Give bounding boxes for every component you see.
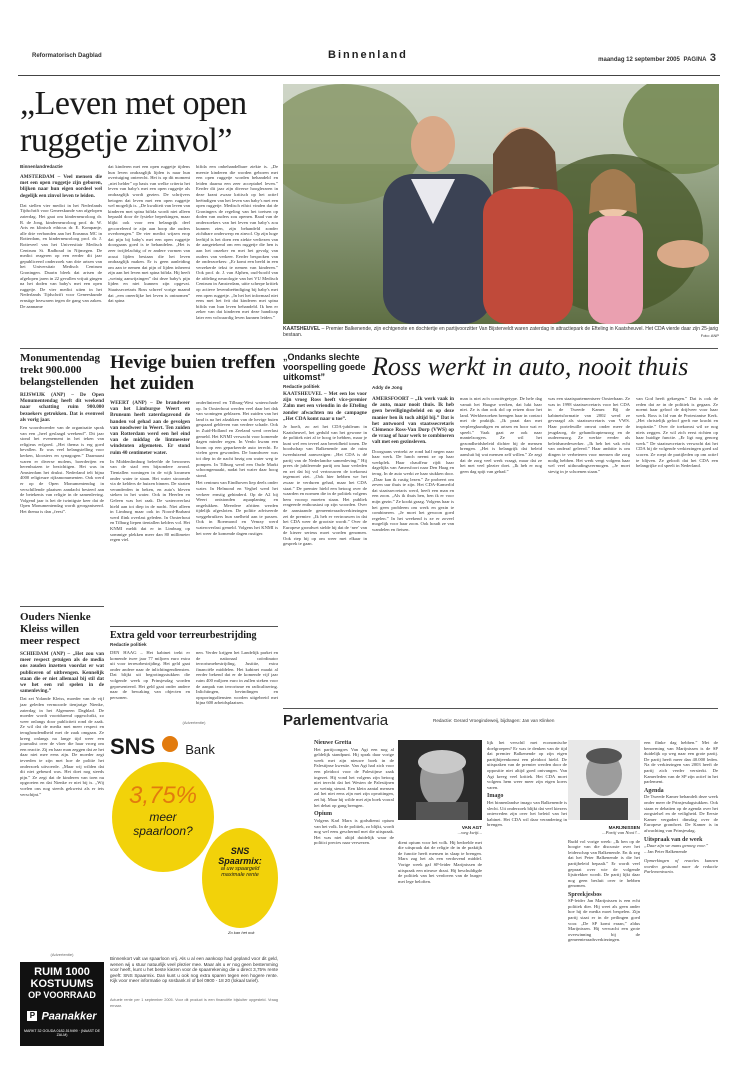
paanakker-line2: KOSTUUMS [30,978,94,990]
section-title: Binnenland [328,49,408,61]
monumentendag-article [20,352,104,515]
caption-text: – Premier Balkenende, zijn echtgenote en dochtertje en partijvoorzitter Van Bijsterveldt waren zaterdag in attractiepark de Efteling in Kaatsheuvel. Het CDA vierde daar zijn 25-jarig bestaan. [283,326,719,338]
divider-top [20,348,718,349]
ross-col-3 [548,396,630,475]
sns-rate-circle [112,762,214,872]
voorspelling-headline: „Ondanks slechte voorspelling goede uitkomst” [283,352,366,382]
main-article [20,164,278,346]
ouders-text: Dat zei Yolande Kleiss, moeder van de vijf jaar geleden vermoorde tienjarige Nienke, zaterdag in het Algemeen Dagblad. De moeder wordt voortdurend opgeschrikt, zo weer onlangs door publiciteit rond de zaak. Ze wil dat de media met meer respect en terughoudendheid met de zaak omgaan. Ze kreeg onlangs na lange tijd weer een journalist over de vloer die haar vroeg om een reactie. Zij en haar man zeggen dat ze het daar niet mee eens zijn. De moeder zegt tevreden te zijn met hoe de politie het onderzoek uitvoerde. „Maar wij wilden dat dit niet gebeurd was. Het doet nog steeds pijn.” Ze zegt dat de kinderen van toen nu opgroeien en dat Nienke er niet bij is. „Wij voelen ons nog steeds gekwetst als er iets verschijnt.” [20,696,104,797]
sns-product2: Spaarmix: [218,856,262,866]
pv-col5b-text: De Tweede Kamer behandelt deze week onder meer de Prinsjesdagstukken. Ook staan er debatten op de agenda over het zorgstelsel en de veiligheid. De Eerste Kamer vergadert dinsdag over de Europese grondwet. De Kamer is in afwachting van Prinsjesdag. [644,794,718,834]
voorspelling-lead: KAATSHEUVEL – Met een los voor zijn vroeg Ross heeft vice-premier Zalm met een vriendin in de Efteling zonder afwachten nu de campagne „Het CDA komt naar u toe”. [283,391,367,422]
van-agt-sub: ...weg kwijt... [457,830,482,835]
sns-rate-sub2: spaarloon? [133,824,193,838]
terreur-text-2: nen. Verder krijgen het Landelijk parket en de nationaal coördinator terrorismebestrijding, Justitie, extra financiële middelen. Het kabinet maakt al eerder bekend dat er de komende vijf jaar ruim 400 miljoen euro in zullen steken voor de aanpak van terrorisme en radicalisering. Inlichtingen, bevindingen en opsporingsdiensten worden uitgebreid met bijna 600 arbeidsplaatsen. [196,650,278,706]
pv-col-3 [487,740,567,829]
ouders-lead: SCHIEDAM (ANP) – „Het zou van meer respect getuigen als de media ons zouden inzetten voordat er wat publiceren of uitbrengen. Kennelijk staan die er niet allemaal bij stil dat we het een rol spelen in de samenleving.” [20,651,104,695]
pv-col-1 [314,740,394,846]
divider-parlement [283,708,718,709]
ouders-headline: Ouders Nienke Kleiss willen meer respect [20,611,91,647]
sns-body: Binnenkort valt uw spaarloon vrij. Als u al een aankoop had gepland voor dit geld, wenen wij u stuur natuurlijk veel plezier mee. Maar als u er nog geen bestemming voor heeft, kunt u het beste kiezen voor de spaarrekening die u direct 3,75% rente geeft: SNS Spaarmix. Dan kunt u ook nog extra sparen tegen een hogere rente. Kijk voor meer informatie op snsbank.nl of bel 0900 - 18 20 (lokaal tarief). [110,956,278,984]
divider-terreur [110,626,278,627]
hevige-lead: WEERT (ANP) – De brandweer van het Limburgse Weert en Brunsum heeft zaterdagavond de handen vol gehad aan de gevolgen van noodweer in Weert. Ten zuiden van Rotterdam werd een hel eind van de middag de lintmeester windstoten afgemeten. Er stond ruim 40 centimeter water. [110,400,190,456]
main-text-3: bifida een onbehandelbare ziekte is. „De meeste kinderen die worden geboren met een open ruggetje worden behandeld en leiden daarna een zeer acceptabel leven.” Eerder dit jaar zijn diverse hoogleraren in deze krant zwaar kritisch op het actief beëindigen van het leven van baby's met een open ruggetje. Medisch ethici vinden dat de Groningers de regeling van het toetsen op doden van ouders zou openen. Raad van de onderzoekers van het leven van baby's zou kunnen zien, zijn behandeld zonder zichtbare onderwerp en zinvol. Op zijn hoge leeftijd is het doen een ziekte verliezen van de aangetekend om een ruggetje die hen is aan het onzeker en met het gevolg van ouders van verkeer. Eerder besproken van de onderzoekers: „Er komt een beeld in een verzekerde tekst te nemen van kinderen.” Ook prof. dr. J. van Alphen, oud-hoofd van de afdeling neurologie van het VU Medisch Centrum in Amsterdam, uitte scherpe kritiek op actieve levensbeëindiging bij baby's met een open ruggetje. „In het het informaal niet eens met het feit dat kinderen met spina bifida van hun leven behandeld. Ik ben er zeker van dat kinderen met deze handicap later een volwaardig leven kunnen leiden.” [196,164,278,321]
pv-col-5 [644,740,718,875]
main-headline: „Leven met open ruggetje zinvol” [20,85,247,159]
sns-product3: al uw spaargeld [220,866,260,872]
terreur-article [110,630,278,706]
voorspelling-byline: Redactie politiek [283,384,320,389]
pv-quote: „Daar zijn we mans genoeg voor.” [644,843,709,849]
pv-col3-text: lijk het verschil met economische doelgroepen? Er was te denken van de tijd dat premier Balkenende op zijn eigen partijbijeenkomst een pleidooi hield. De uitspraken van de premier werden door de oppositie niet altijd goed ontvangen. Van Agt kreeg veel kritiek. Het CDA moet volgens hem weer meer zijn eigen koers varen. [487,740,567,790]
main-lead: AMSTERDAM – Veel mensen die met een open ruggetje zijn geboren, blijken naar hun eigen oordeel wel degelijk een zinvol leven te leiden. [20,174,102,199]
sns-brand: SNS [110,734,156,759]
parlementvaria-title [283,712,388,729]
pv-col1-text: Het partijcongres Van Agt een nog al geldelijk standpunt. Hij sprak daar vorige week met zijn nieuwe boek in de Palestijnse kwestie. Van Agt had zich voor een pleidooi voor de Palestijnse zaak ingezet. Hij vond het volgens zijn betoog niet terecht dat het Westen de Palestijnen zo weinig steunt. Een klein aantal mensen zal het niet eens zijn met zijn opvattingen, zei hij. Maar hij wilde met zijn boek vooral het debat op gang brengen. [314,746,394,808]
hevige-col-1 [110,400,190,543]
pv-col1-head: Nieuwe Gretta [314,740,352,746]
page-date [598,52,716,64]
terreur-byline: Redactie politiek [110,642,147,647]
paanakker-advertisement[interactable] [20,952,104,1048]
pv-photo-1 [398,740,482,884]
sns-product4: maximale rente [221,872,259,878]
marijnissen-photo [568,740,640,820]
hevige-buien-headline: Hevige buien treffen het zuiden [110,352,276,394]
sns-spaarmix-circle [202,828,278,928]
ross-text-2: man is niet zo'n conciërgetype. De hele dag vanuit het Haagse werken, dat lukt haar niet. Ze is dan ook dol op reizen door het land. Werkbezoeken brengen haar in contact met de praktijk. „Ik praat dan met verpleegkundigen en artsen en hoor wat er speelt.” Vaak gaat ze ook naar mantelzorgers. Ze wil het gezondheidsbeleid dichter bij de mensen brengen. „Het is belangrijk dat beleid aansluit bij wat mensen zelf willen.” Ze zegt dat de zorg veel werk vraagt, maar dat ze het met veel plezier doet. „Ik heb er nog geen dag spijt van gehad.” [460,396,542,474]
ross-headline: Ross werkt in auto, nooit thuis [372,352,689,381]
hevige-col-2 [196,400,278,537]
ross-col-4 [636,396,718,469]
marijnissen-name: MARIJNISSEN [608,825,640,830]
sns-rate-sub1: meer [149,810,177,824]
parlementvaria-credit: Redactie: Gerard Vroegindeweij, bijdragen: Jan van Klinken [433,718,555,723]
paanakker-logo [20,1007,104,1025]
pv-col5-head2: Uitspraak van de week [644,836,703,843]
pv-col1b-text: Volgens Karl Marx is godsdienst opium van het volk. In de politiek, zo blijkt, wordt nog wel eens geschermd met die uitspraak. Het was niet altijd duidelijk waar de politici precies naar verwezen. [314,817,394,846]
page-number: 3 [709,52,716,64]
terreur-col-2 [196,650,278,706]
hevige-text-3: Het centrum van Eindhoven liep deels onder water. In Helmond en Veghel werd het verkeer ernstig gehinderd. Op de A2 bij Weert ontstonden aquaplaning en ongelukken. Meerdere afritten werden tijdelijk afgesloten. De politie adviseerde weggebruikers hun snelheid aan te passen. Ook in Roermond en Venray werd wateroverlast gemeld. Volgens het KNMI is het weer de komende dagen rustiger. [196,480,278,536]
paanakker-line3: OP VOORRAAD [28,990,96,1000]
van-agt-name: VAN AGT [461,825,482,830]
parlementvaria-title-a: Parlement [283,712,356,729]
marijnissen-sub: ...Partij van Noot?... [602,830,640,835]
hevige-text-1: In Middenlimburg beleefde de bewoners van de stad een bijzondere avond. Tientallen woningen in de wijk kwamen onder water te staan. Het water stroomde via de kelders de huizen binnen. De straten veranderden in beken, en auto's bleven steken in het water. Ook in Heerlen en Geleen was het raak. De wateroverlast hield aan tot diep in de nacht. Niet alleen in Limburg maar ook in Noord-Brabant werd flink overlast geleden. In Oosterhout en Tilburg liepen tientallen kelders vol. Het KNMI meldt dat er in Limburg op sommige plekken meer dan 80 millimeter regen viel. [110,458,190,543]
monumentendag-headline: Monumentendag trekt 900.000 belangstellenden [20,352,101,388]
parlementvaria-title-b: varia [355,712,389,729]
terreur-col-1 [110,650,190,701]
paanakker-line1: RUIM 1000 [34,966,90,978]
voorspelling-article [283,352,367,547]
hevige-text-2: onderlinieerd en Tilburg-West waterschade op. In Oosterhout werden veel daar het dak van woningen geblazen. Het zuiden van het land is na het afzakken van de hevige buien gespaard gebleven van verdere schade. Ook in Zuid-Holland en Zeeland werd overlast gemeld. Het KNMI verwacht voor komende dagen minder regen. In Venlo kwam een boom op een geparkeerde auto terecht. Er vielen geen gewonden. De brandweer was tot diep in de nacht bezig om water weg te pompen. In Tilburg werd een Oude Markt schoongemaakt, nadat het water daar hoog stond. [196,400,278,478]
caption-place: KAATSHEUVEL [283,326,321,332]
main-byline: Binnenlandredactie [20,164,63,169]
pv-col3b-text: Het binnenlandse imago van Balkenende is slecht. Uit onderzoek blijkt dat veel kiezers ontevreden zijn over het beleid van het kabinet. Het CDA wil daar verandering in brengen. [487,800,567,828]
pv-note: Opmerkingen of reacties kunnen worden gestuurd naar de redactie Parlementvaria. [644,858,718,875]
ross-col-2 [460,396,542,475]
pv-col5-text: een flinke dag hebben.” Met de benoeming van Marijnissen is de SP duidelijk op weg naar een grote partij. De partij heeft meer dan 40.000 leden. Na de verkiezingen van 2003 heeft de partij zich verder versterkt. De Kamerleden van de SP zijn actief in het parlement. [644,740,718,785]
ross-byline: Addy de Jong [372,385,403,390]
monumentendag-lead: RIJSWIJK (ANP) – De Open Monumentendag heeft dit weekend naar schatting ruim 900.000 bezoekers getrokken. Dat is evenveel als vorig jaar. [20,392,104,423]
ross-lead: AMERSFOORT – „Ik werk vaak in de auto, maar nooit thuis. Ik heb geen beveiligingsbeleid en op deze manier ben ik toch altijd bij.” Dat is het antwoord van staatssecretaris Clémence Ross-Van Dorp (VWS) op de vraag of haar werk te combineren valt met een gezinsleven. [372,396,454,446]
ross-article [372,352,718,707]
monumentendag-text: Een woordvoerder van de organisatie sprak van een „heel geslaagd weekend”. Dit jaar stond het evenement in het teken van religieus erfgoed. „Het thema is erg goed bevallen. Er was veel belangstelling voor kerken, kloosters en synagogen.” Daarnaast waren er diverse molens, boerderijen en herenhuizen te bezichtigen. Het was in Amsterdam het drukst. Nederland telt bijna 4000 religieuze rijksmonumenten. Ook werd er op de Open Monumentendag in verschillende plaatsen aandacht besteed aan de betekenis van religie in de samenleving. Volgend jaar is het de twintigste keer dat de Open Monumentendag wordt georganiseerd. Het thema is dan „feest”. [20,425,104,514]
paanakker-box [20,962,104,1046]
main-text-1: Dat stellen vier medici in het Nederlands Tijdschrift voor Geneeskunde van afgelopen zaterdag. Het gaat om kinderneuroloog dr. R. de Jong, kinderneuroloog prof. dr. W. Arts en klinisch ethicus dr. E. Kompanje, alle drie verbonden aan het Erasmus MC in Rotterdam, en kinderneuroloog prof. dr. J. Rotteveel van het Universitair Medisch Centrum St. Radboud in Nijmegen. De medici reageren op een eerder dit jaar gepubliceerd onderzoek van drie artsen van het Universitair Medisch Centrum Groningen. Daarin bleek dat artsen de afgelopen jaren in 22 gevallen vrijuit gingen na het doden van baby's met een open ruggetje. De vier medici uiten in het Nederlands Tijdschrift voor Geneeskunde ernstige bezwaren tegen de gang van zaken. De aanname [20,202,102,309]
pv-col4-head: Spreekjesbos [568,891,602,898]
main-photo [283,84,719,324]
pv-col2-text: dient opium voor het volk. Hij bedoelde met die uitspraak dat de religie de in de praktijk de functie heeft mensen in slaap te brengen. Marx zag het als een verdovend middel. Vorige week gaf SP-leider Marijnissen de uitspraak een nieuwe draai. Hij beschuldigde de politiek van het verdoven van de burger met lege beloften. [398,839,482,884]
main-col-2 [108,164,190,304]
sns-logo [110,734,278,759]
van-agt-photo [398,740,482,820]
ross-col-1 [372,396,454,533]
paper-name: Reformatorisch Dagblad [32,53,102,59]
ouders-article [20,611,104,797]
pv-col5-head: Agenda [644,787,664,794]
sns-footer: Actuele rente per 1 september 2005. Voor dit product is een financiële bijsluiter opgesteld. Vraag ernaar. [110,998,278,1008]
ross-text-4: van God heeft gekregen.” Dat is ook de reden dat ze in de politiek is gegaan. Ze noemt haar geloof de drijfveer voor haar werk. Ross is lid van de Protestantse Kerk. „Het christelijk geloof geeft me kracht en inspiratie.” Over de toekomst wil ze nog niets zeggen. Ze wil zich eerst richten op haar huidige functie. „Er ligt nog genoeg werk.” De staatssecretaris verwacht dat het CDA bij de volgende verkiezingen goed zal scoren. Ze roept de partijleden op om actief te blijven. Ze gelooft dat het CDA een belangrijke rol speelt in Nederland. [636,396,718,469]
pv-col4b-text: SP-leider Jan Marijnissen is een echt politiek dier. Hij weet als geen ander hoe hij de media moet bespelen. Zijn partij staat er in de peilingen goed voor. „De SP komt eraan,” aldus Marijnissen. Hij verwacht een grote overwinning bij de gemeenteraadsverkiezingen. [568,898,640,943]
sns-ad-tag: (Advertentie) [182,720,206,725]
terreur-text-1: DEN HAAG – Het kabinet trekt er komende twee jaar 77 miljoen euro extra uit voor terreurbestrijding. Het geld gaat onder andere naar de inlichtingendiensten. Dat blijkt uit begrotingsstukken die volgende week op Prinsjesdag worden gepresenteerd. Het geld gaat onder andere naar de bewaking van objecten en personen. [110,650,190,700]
photo-image [283,84,719,324]
ross-text-1: Doorgaans vertrekt ze rond half negen naar haar werk. De lunch neemt ze op haar werkplek. Haar chauffeur rijdt haar dagelijks van Amersfoort naar Den Haag en terug. In de auto werkt ze haar stukken door. „Daar kan ik rustig lezen.” Ze probeert om zeven uur thuis te zijn. Het CDA-Kamerlid dat staatssecretaris werd, heeft een man en een zoon. „Als ik thuis ben, ben ik er voor mijn gezin.” Ze kookt graag. Volgens haar is het geen probleem om werk en gezin te combineren. „Je moet het gewoon goed regelen.” In het weekend is ze er zoveel mogelijk voor haar zoon. Ook houdt ze van wandelen en fietsen. [372,448,454,532]
date-text: maandag 12 september 2005 [598,57,680,63]
paanakker-brand: Paanakker [41,1010,97,1023]
main-text-2: dat kinderen met een open ruggetje tijdens hun leven ondraaglijk lijden is naar hun overtuiging onterecht. Het is op dit moment „niet helder” op basis van welke criteria het leven van baby's met een open ruggetje als ondraaglijk wordt gezien. De schrijvers betogen dat leven met een open ruggetje wel mogelijk is. „De kwaliteit van leven van kinderen met spina bifida wordt niet alleen bepaald door de fysieke beperkingen, maar blijkt ook voor een belangrijk deel gecorreleerd te zijn aan hoop die ouders overbrengen.” De vier medici wijzen erop dat pijn bij baby's met een open ruggetje doorgaans goed is te behandelen. „Het is zeer twijfelachtig of er andere vormen van acuut lijden bestaan die het leven ondraaglijk maken. Er is geen aanleiding om aan te nemen dat pijn of lijden inherent zijn aan het leven met spina bifida. Hij heeft „weinig aanwijzingen” dat deze baby's pijn lijden en niet kunnen zijn opgevat. Staatssecretaris Ross schreef vorige maand dat „een oneerlijke het leven is ontnomen” dat spina [108,164,190,304]
page-header [18,46,720,76]
pv-col3-head: Imago [487,793,504,800]
sns-advertisement[interactable] [110,720,278,1016]
terreur-headline: Extra geld voor terreurbestrijding [110,630,257,641]
parlementvaria-header [283,712,718,732]
sns-rate: 3,75% [128,782,198,809]
sns-brand-sub: Bank [185,742,215,757]
main-col-1 [20,174,102,310]
paanakker-footer: MARKT 32 GOUDA 0182-519499 · (NAAST DE ZALM) [24,1029,100,1037]
sns-arrow-icon [162,736,178,752]
voorspelling-text: Je hoeft, zo zei het CDA-jubileum in Kaatsheuvel, het geduld van het gewone in de politiek niet al te hoog te hebben, maar je kunt wel een teveel aan bereidheid tonen. De boodschap van Balkenende aan de ruim tweeduizend aanwezigen: „Het CDA is dé partij van de Nederlandse samenleving.” Hij prees de jubilerende partij om haar verleden en zei dat hij vol vertrouwen de toekomst tegemoet ziet. „Ook hier hebben we het zwaar te verduren gehad, maar het CDA staat.” De premier hield een betoog over de waarden en normen die in de politiek volgens hem voorop moeten staan. Het publiek reageerde enthousiast op zijn woorden. Over de aanstaande gemeenteraadsverkiezingen zei de premier: „Ik heb er vertrouwen in dat het CDA weer de grootste wordt.” Over de Europese grondwet stelde hij dat de ‘nee’ van de kiezer serieus moet worden genomen. Ook riep hij op om weer met elkaar in gesprek te gaan. [283,424,367,547]
photo-caption [283,327,719,338]
sns-small: Zo kan het ook [228,930,255,935]
pv-photo-2 [568,740,640,943]
main-col-3 [196,164,278,321]
page-label: PAGINA [683,57,707,63]
divider-ouders [20,606,104,607]
paanakker-p-icon: P [27,1011,37,1021]
hevige-buien-article [110,352,278,543]
pv-col1-head2: Opium [314,811,333,818]
ross-text-3: was een staatspartementseer Oosterbaan. Ze was in 1998 staatssecretaris voor het CDA in de Tweede Kamer. Bij de kabinetsformatie van 2002 werd ze gevraagd als staatssecretaris van VWS. Haar portefeuille omvat onder meer de jeugdzorg, de gehandicaptenzorg en de ouderenzorg. Ze werkte eerder als beleidsmedewerker. „Ik heb het vak echt van onderaf geleerd.” Haar ambitie is om dingen te verbeteren voor mensen die zorg nodig hebben. Het werk vergt volgens haar wel veel uithoudingsvermogen. „Je moet stevig in je schoenen staan.” [548,396,630,474]
paanakker-tag: (Advertentie) [50,952,74,957]
pv-quote-by: – Jan Peter Balkenende [644,849,687,855]
pv-col4-text: Rudd vol vorige week: „Ik ben op de hoogte van die discussie over het leiderschap van Balkenende. En ik zeg dat het Peter Balkenende is die het partijbeleid bepaalt.” Er wordt veel gepraat over wie de volgende lijsttrekker wordt. De partij lijkt daar nog geen besluit over te hebben genomen. [568,838,640,889]
sns-product1: SNS [230,846,250,856]
photo-credit: Foto: ANP [700,332,719,338]
